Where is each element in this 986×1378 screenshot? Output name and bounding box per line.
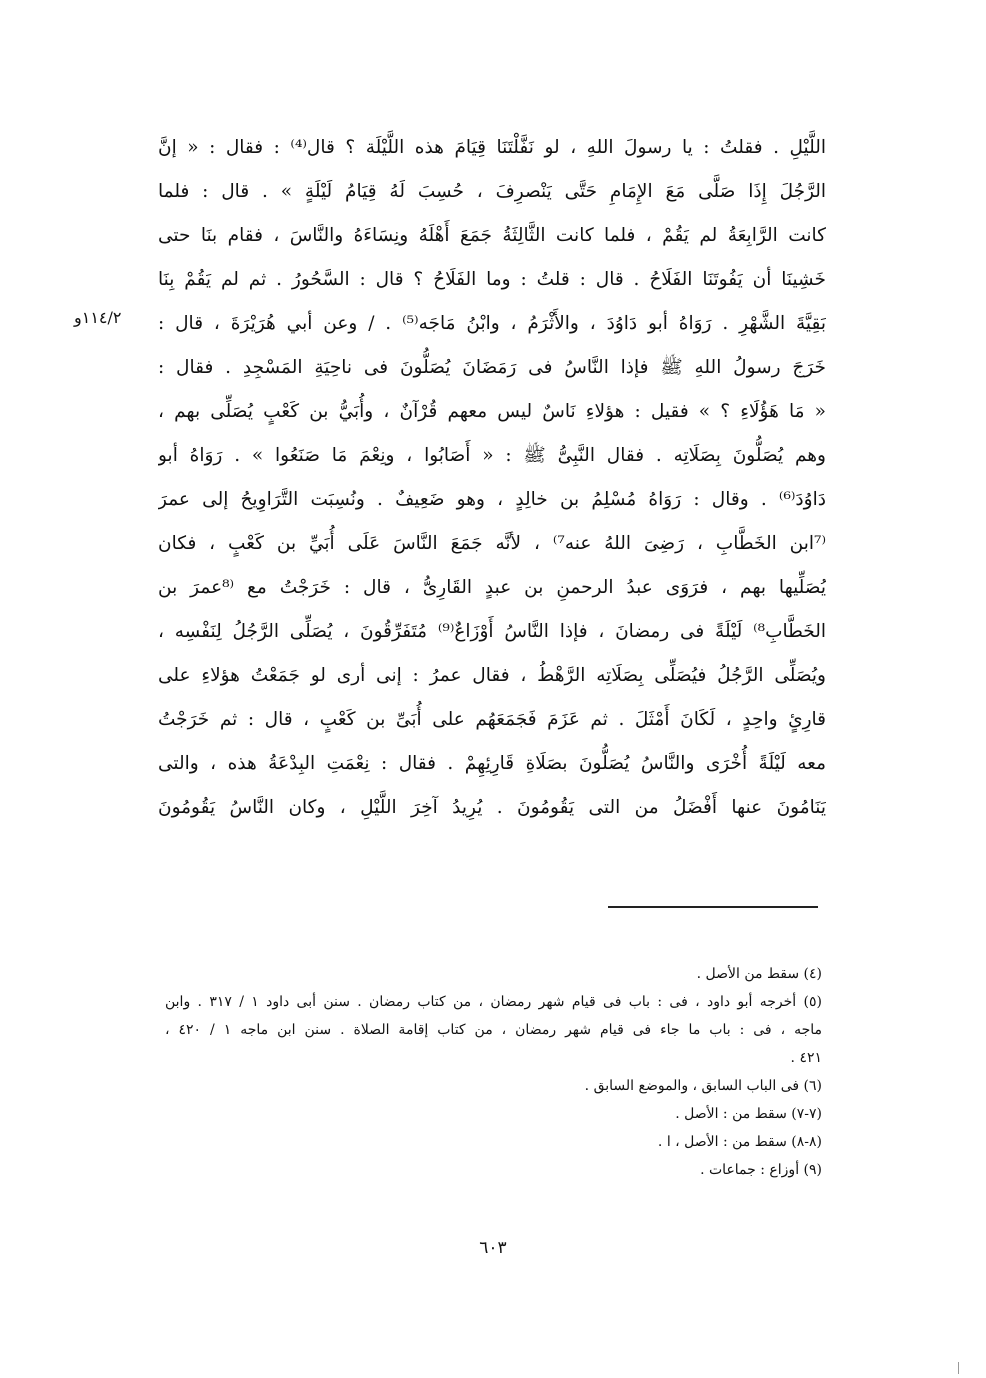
footnote: (٦) فى الباب السابق ، والموضع السابق . xyxy=(584,1078,822,1094)
footnote-continuation: ماجه ، فى : باب ما جاء فى قيام شهر رمضان ، من كتاب إقامة الصلاة . سنن ابن ماجه ١ / ٤٢٠ ، xyxy=(165,1022,822,1038)
footnotes-block xyxy=(165,960,822,1184)
text-line: بَقِيَّةَ الشَّهْرِ . رَوَاهُ أبو دَاوُدَ ، والأَثْرَمُ ، وابْنُ مَاجَه⁽⁵⁾ . / وعن أبي هُرَيْرَةَ ، قال : xyxy=(158,313,826,334)
manuscript-folio-reference: ١١٤/٢و xyxy=(74,308,122,327)
footnote: (٨-٨) سقط من : الأصل ، ا . xyxy=(657,1134,822,1150)
text-line: خَرَجَ رسولُ اللهِ ﷺ فإذا النَّاسُ فى رَمَضَانَ يُصَلُّونَ فى ناحِيَةِ المَسْجِدِ . فقال : xyxy=(158,357,826,378)
text-line: دَاوُدَ⁽⁶⁾ . وقال : رَوَاهُ مُسْلِمُ بن خالِدٍ ، وهو ضَعِيفٌ . ونُسِبَت التَّرَاوِيحُ إلى عمرَ xyxy=(158,489,826,510)
footnote: (٩) أوزاع : جماعات . xyxy=(700,1162,822,1178)
page-number: ٦٠٣ xyxy=(479,1238,507,1258)
text-line: يَنَامُونَ عنها أَفْضَلُ من التى يَقُومُونَ . يُرِيدُ آخِرَ اللَّيْلِ ، وكان النَّاسُ يَقُومُونَ xyxy=(158,797,826,818)
text-line: يُصَلِّيها بهم ، فرَوَى عبدُ الرحمنِ بن عبدٍ القَارِىُّ ، قال : خَرَجْتُ مع ⁽⁸عمرَ بن xyxy=(158,577,826,598)
footnote: (٥) أخرجه أبو داود ، فى : باب فى قيام شهر رمضان ، من كتاب رمضان . سنن أبى داود ١ / ٣١٧ . وابن xyxy=(165,994,822,1010)
footnote-separator xyxy=(608,906,818,908)
text-line: معه لَيْلَةً أُخْرَى والنَّاسُ يُصَلُّونَ بصَلَاةِ قَارِئِهِمْ . فقال : نِعْمَتِ البِدْعَةُ هذه ، والتى xyxy=(158,753,826,774)
text-line: كانت الرَّابِعَةُ لم يَقُمْ ، فلما كانت الثَّالِثَةُ جَمَعَ أَهْلَهُ ونِسَاءَهُ والنَّاسَ ، فقام بنَا حتى xyxy=(158,225,826,246)
main-text-block xyxy=(158,126,826,830)
footnote: (٤) سقط من الأصل . xyxy=(696,966,822,982)
text-line: الخَطَّابِ⁸⁾ لَيْلَةً فى رمضانَ ، فإذا النَّاسُ أَوْزَاعٌ⁽⁹⁾ مُتَفَرِّقُونَ ، يُصَلِّى الرَّجُلُ لِنَفْسِه ، xyxy=(158,621,826,642)
text-line: ⁽⁷ابن الخَطَّابِ ، رَضِىَ اللهُ عنه⁷⁾ ، لأنَّه جَمَعَ النَّاسَ عَلَى أُبَيِّ بن كَعْبٍ ، فكان xyxy=(158,533,826,554)
scan-mark xyxy=(958,1362,959,1374)
text-line: وهم يُصَلُّونَ بِصَلَاتِه . فقال النَّبِىُّ ﷺ : « أَصَابُوا ، ونِعْمَ مَا صَنَعُوا » . رَوَاهُ أبو xyxy=(158,445,826,466)
footnote: (٧-٧) سقط من : الأصل . xyxy=(675,1106,822,1122)
footnote-continuation: ٤٢١ . xyxy=(790,1050,822,1066)
text-line: خَشِينَا أن يَفُوتَنَا الفَلَاحُ . قال : قلتُ : وما الفَلَاحُ ؟ قال : السَّحُورُ . ثم لم يَقُمْ بِنَا xyxy=(158,269,826,290)
text-line: « مَا هَؤُلَاءِ ؟ » فقيل : هؤلاءِ نَاسٌ ليس معهم قُرْآنٌ ، وأُبَيُّ بن كَعْبٍ يُصَلِّى بهم ، xyxy=(158,401,826,422)
text-line: الرَّجُلَ إِذَا صَلَّى مَعَ الإِمَامِ حَتَّى يَنْصرِفَ ، حُسِبَ لَهُ قِيَامُ لَيْلَةٍ » . قال : فلما xyxy=(158,181,826,202)
text-line: قارِئٍ واحِدٍ ، لَكَانَ أَمْثَلَ . ثم عَزَمَ فَجَمَعَهُم على أُبَىِّ بن كَعْبٍ ، قال : ثم خَرَجْتُ xyxy=(158,709,826,730)
text-line: اللَّيْلِ . فقلتُ : يا رسولَ اللهِ ، لو نَفَّلْتَنَا قِيَامَ هذه اللَّيْلَة ؟ قال⁽⁴⁾ : فقال : « إنَّ xyxy=(158,137,826,158)
text-line: ويُصَلِّى الرَّجُلُ فيُصَلِّى بِصَلَاتِه الرَّهْطُ ، فقال عمرُ : إنى أرى لو جَمَعْتُ هؤلاءِ على xyxy=(158,665,826,686)
